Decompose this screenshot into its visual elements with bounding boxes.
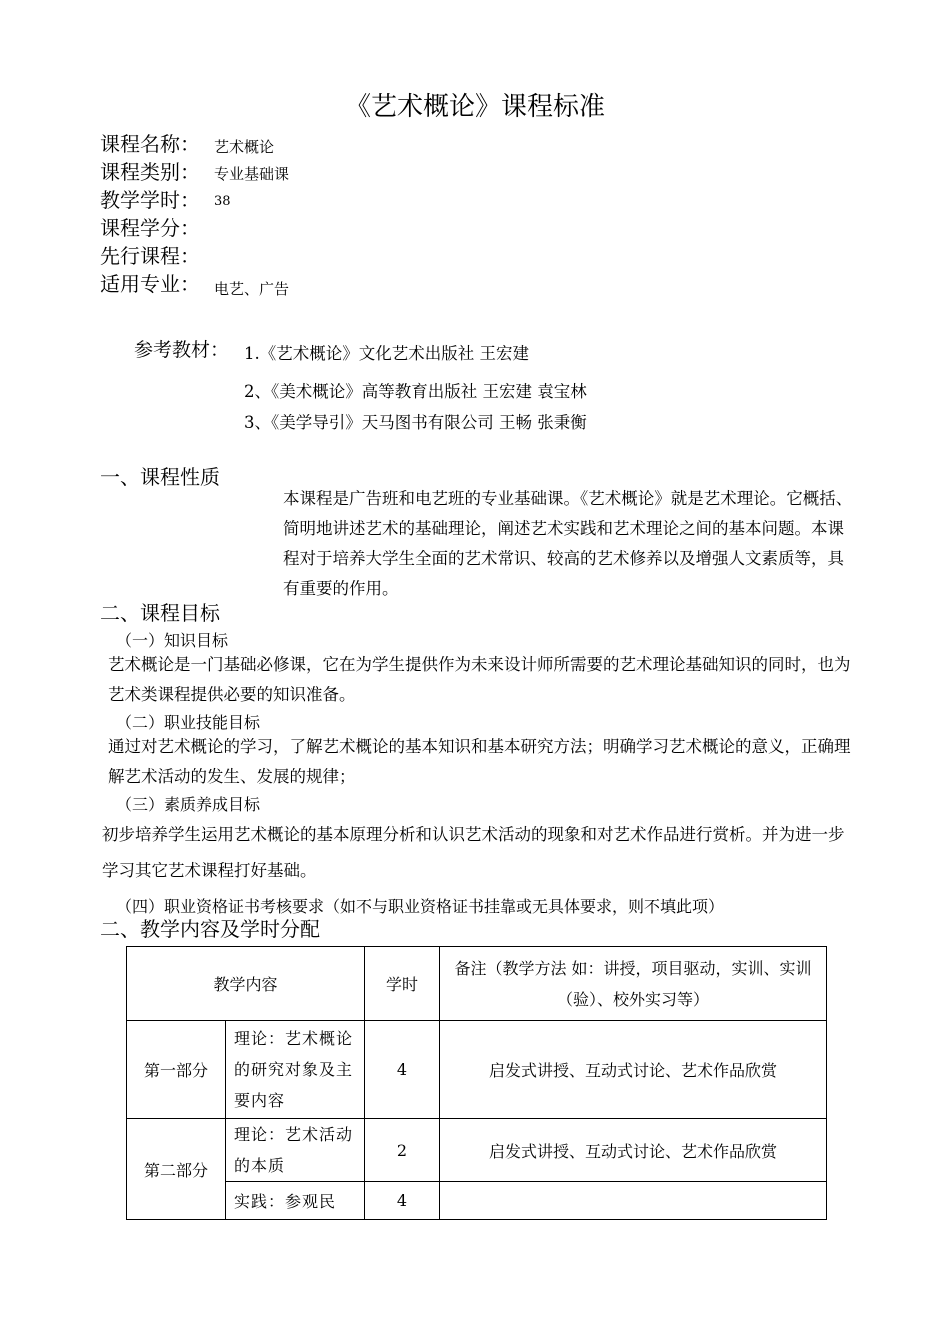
- row-topic: 实践：参观民: [226, 1182, 365, 1220]
- reference-item: 2、《美术概论》高等教育出版社 王宏建 袁宝林: [244, 382, 587, 401]
- info-label-credits: 课程学分：: [100, 216, 200, 240]
- subheading-quality: （三）素质养成目标: [116, 795, 261, 814]
- skill-goal-text: 通过对艺术概论的学习，了解艺术概论的基本知识和基本研究方法；明确学习艺术概论的意义，正确理解艺术活动的发生、发展的规律；: [108, 737, 851, 786]
- section-heading-content: 二、教学内容及学时分配: [100, 917, 320, 941]
- section-heading-nature: 一、课程性质: [100, 465, 220, 489]
- info-label-category: 课程类别：: [100, 160, 200, 184]
- reference-item: 3、《美学导引》天马图书有限公司 王畅 张秉衡: [244, 413, 587, 432]
- table-row: [127, 1119, 827, 1182]
- info-value-name: 艺术概论: [214, 138, 275, 156]
- header-notes: 备注（教学方法 如：讲授，项目驱动，实训、实训（验）、校外实习等）: [440, 947, 827, 1021]
- header-hours: 学时: [365, 947, 440, 1021]
- reference-item: 1.《艺术概论》文化艺术出版社 王宏建: [244, 344, 529, 363]
- course-nature-text: 本课程是广告班和电艺班的专业基础课。《艺术概论》就是艺术理论。它概括、简明地讲述艺术的基础理论，阐述艺术实践和艺术理论之间的基本问题。本课程对于培养大学生全面的艺术常识、较高的艺术修养以及增强人文素质等，具有重要的作用。: [283, 489, 853, 598]
- section-heading-goals: 二、课程目标: [100, 601, 220, 625]
- info-value-major: 电艺、广告: [214, 280, 290, 298]
- table-row: [127, 1182, 827, 1220]
- info-value-hours: 38: [214, 194, 231, 209]
- teaching-content-table: [126, 946, 827, 1220]
- subheading-skill: （二）职业技能目标: [116, 713, 261, 732]
- row-notes: 启发式讲授、互动式讨论、艺术作品欣赏: [440, 1021, 827, 1119]
- knowledge-goal-text: 艺术概论是一门基础必修课，它在为学生提供作为未来设计师所需要的艺术理论基础知识的同时，也为艺术类课程提供必要的知识准备。: [108, 655, 851, 704]
- row-part: 第一部分: [127, 1021, 226, 1119]
- row-hours: 4: [365, 1182, 440, 1220]
- table-header-row: [127, 947, 827, 1021]
- subheading-knowledge: （一）知识目标: [116, 631, 229, 650]
- subheading-certification: （四）职业资格证书考核要求（如不与职业资格证书挂靠或无具体要求，则不填此项）: [116, 897, 725, 916]
- header-content: 教学内容: [127, 947, 365, 1021]
- row-part: 第二部分: [127, 1119, 226, 1220]
- page-title: 《艺术概论》课程标准: [344, 92, 605, 122]
- row-topic: 理论：艺术概论的研究对象及主要内容: [226, 1021, 365, 1119]
- table-row: [127, 1021, 827, 1119]
- row-topic: 理论：艺术活动的本质: [226, 1119, 365, 1182]
- row-notes: [440, 1182, 827, 1220]
- row-notes: 启发式讲授、互动式讨论、艺术作品欣赏: [440, 1119, 827, 1182]
- info-label-prerequisite: 先行课程：: [100, 244, 200, 268]
- info-label-major: 适用专业：: [100, 272, 200, 296]
- info-label-name: 课程名称：: [100, 132, 200, 156]
- info-label-hours: 教学学时：: [100, 188, 200, 212]
- quality-goal-text: 初步培养学生运用艺术概论的基本原理分析和认识艺术活动的现象和对艺术作品进行赏析。并为进一步学习其它艺术课程打好基础。: [102, 825, 845, 880]
- info-value-category: 专业基础课: [214, 165, 290, 183]
- row-hours: 2: [365, 1119, 440, 1182]
- references-label: 参考教材：: [134, 339, 230, 361]
- row-hours: 4: [365, 1021, 440, 1119]
